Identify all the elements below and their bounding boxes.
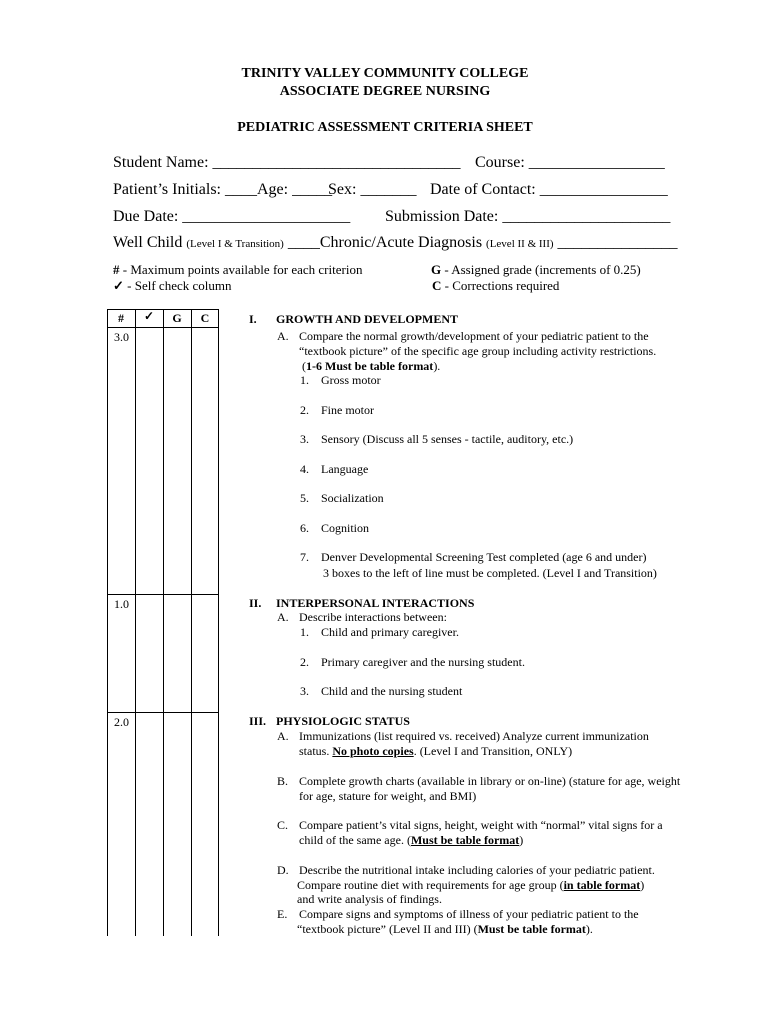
list-number: 1. (300, 625, 309, 639)
list-item-continued: 3 boxes to the left of line must be completed. (Level I and Transition) (323, 566, 657, 580)
checkmark-icon: ✓ (113, 278, 124, 293)
legend-hash-symbol: # (113, 262, 120, 277)
patient-initials-age-field[interactable]: Patient’s Initials: ____Age: _____ (113, 181, 333, 198)
column-header-grade: G (172, 311, 182, 325)
legend-c-text: - Corrections required (441, 278, 560, 293)
item-text (299, 744, 572, 759)
text-bold: Must be table format (477, 922, 586, 936)
chronic-acute-level: (Level II & III) (486, 238, 554, 250)
points-value: 2.0 (114, 715, 129, 729)
item-text: and write analysis of findings. (297, 892, 442, 906)
page-title: PEDIATRIC ASSESSMENT CRITERIA SHEET (237, 120, 533, 135)
item-label: C. (277, 818, 289, 832)
text-part: “textbook picture” (Level II and III) ( (297, 922, 478, 936)
grid-line (135, 309, 136, 936)
list-number: 3. (300, 432, 309, 446)
legend-hash (113, 262, 362, 278)
section-numeral: II. (249, 596, 262, 610)
list-item: Child and primary caregiver. (321, 625, 459, 639)
list-item: Language (321, 462, 369, 476)
list-item: Child and the nursing student (321, 684, 463, 698)
section-numeral: I. (249, 312, 257, 326)
legend-g-text: - Assigned grade (increments of 0.25) (441, 262, 641, 277)
column-header-points: # (118, 311, 124, 325)
list-item: Primary caregiver and the nursing student. (321, 655, 525, 669)
list-number: 3. (300, 684, 309, 698)
item-text: Complete growth charts (available in library or on-line) (stature for age, weight (299, 774, 681, 788)
section-numeral: III. (249, 714, 267, 728)
item-label: A. (277, 329, 289, 343)
item-label: E. (277, 907, 288, 921)
text-part: . (Level I and Transition, ONLY) (413, 744, 573, 758)
item-text: Describe the nutritional intake including calories of your pediatric patient. (299, 863, 655, 877)
item-label: B. (277, 774, 289, 788)
item-text: for age, stature for weight, and BMI) (299, 789, 477, 803)
legend-g-symbol: G (431, 262, 442, 277)
grid-line (107, 309, 219, 310)
list-number: 2. (300, 403, 309, 417)
list-item: Sensory (Discuss all 5 senses - tactile, auditory, etc.) (321, 432, 574, 446)
well-child-level: (Level I & Transition) (186, 238, 284, 250)
text-part: ) (519, 833, 524, 847)
text-bold: in table format (563, 878, 641, 892)
item-label: A. (277, 729, 289, 743)
grading-table (107, 309, 219, 936)
column-header-corrections: C (200, 311, 210, 325)
text-bold: 1-6 Must be table format (306, 359, 434, 373)
list-number: 4. (300, 462, 309, 476)
sex-field[interactable]: Sex: _______ (328, 181, 417, 198)
list-item: Fine motor (321, 403, 374, 417)
text-part: Compare routine diet with requirements for age group ( (297, 878, 564, 892)
grid-line (107, 712, 219, 713)
text-part: child of the same age. ( (299, 833, 411, 847)
list-item: Socialization (321, 491, 384, 505)
legend-g (431, 262, 641, 278)
text-part: ) (640, 878, 645, 892)
points-value: 1.0 (114, 597, 129, 611)
text-part: ). (585, 922, 593, 936)
item-text (297, 922, 593, 937)
item-text: Immunizations (list required vs. received) Analyze current immunization (299, 729, 649, 743)
submission-date-field[interactable]: Submission Date: _____________________ (385, 208, 671, 225)
list-number: 2. (300, 655, 309, 669)
legend-check-text: - Self check column (123, 278, 232, 293)
student-name-field[interactable]: Student Name: _______________________________ (113, 154, 461, 171)
item-label: A. (277, 610, 289, 624)
due-date-field[interactable]: Due Date: _____________________ (113, 208, 351, 225)
text-bold: No photo copies (332, 744, 414, 758)
program-name: ASSOCIATE DEGREE NURSING (279, 84, 491, 99)
well-child-label: Well Child (113, 234, 183, 251)
grid-line (107, 594, 219, 595)
item-text: Describe interactions between: (299, 610, 447, 624)
course-field[interactable]: Course: _________________ (475, 154, 665, 171)
list-item: Gross motor (321, 373, 381, 387)
text-part: ( (302, 359, 306, 373)
item-text: “textbook picture” of the specific age group including activity restrictions. (299, 344, 657, 358)
text-bold: Must be table format (410, 833, 520, 847)
date-of-contact-field[interactable]: Date of Contact: ________________ (430, 181, 668, 198)
grid-line (107, 327, 219, 328)
list-number: 1. (300, 373, 309, 387)
section-title: GROWTH AND DEVELOPMENT (276, 312, 459, 326)
section-title: PHYSIOLOGIC STATUS (276, 714, 410, 728)
item-text (302, 359, 440, 374)
item-text: Compare the normal growth/development of your pediatric patient to the (299, 329, 649, 343)
checkmark-icon: ✓ (143, 309, 155, 323)
legend-check (113, 278, 231, 294)
legend-c (432, 278, 559, 294)
grid-line (218, 309, 219, 936)
list-number: 6. (300, 521, 309, 535)
item-text: Compare signs and symptoms of illness of your pediatric patient to the (299, 907, 639, 921)
chronic-acute-line[interactable]: _______________ (557, 234, 678, 251)
item-text: Compare patient’s vital signs, height, weight with “normal” vital signs for a (299, 818, 663, 832)
item-label: D. (277, 863, 289, 877)
legend-hash-text: - Maximum points available for each criterion (119, 262, 363, 277)
text-part: status. (299, 744, 333, 758)
chronic-acute-field[interactable]: ____Chronic/Acute Diagnosis (287, 234, 483, 251)
diagnosis-type-row (113, 234, 678, 252)
college-name: TRINITY VALLEY COMMUNITY COLLEGE (241, 66, 529, 81)
item-text (299, 833, 523, 848)
list-item: Cognition (321, 521, 370, 535)
grid-line (191, 309, 192, 936)
legend-c-symbol: C (432, 278, 442, 293)
grid-line (107, 309, 108, 936)
points-value: 3.0 (114, 330, 129, 344)
grid-line (163, 309, 164, 936)
section-title: INTERPERSONAL INTERACTIONS (276, 596, 475, 610)
list-number: 5. (300, 491, 309, 505)
list-item: Denver Developmental Screening Test completed (age 6 and under) (321, 550, 647, 564)
text-part: ). (433, 359, 441, 373)
item-text (297, 878, 644, 893)
list-number: 7. (300, 550, 309, 564)
